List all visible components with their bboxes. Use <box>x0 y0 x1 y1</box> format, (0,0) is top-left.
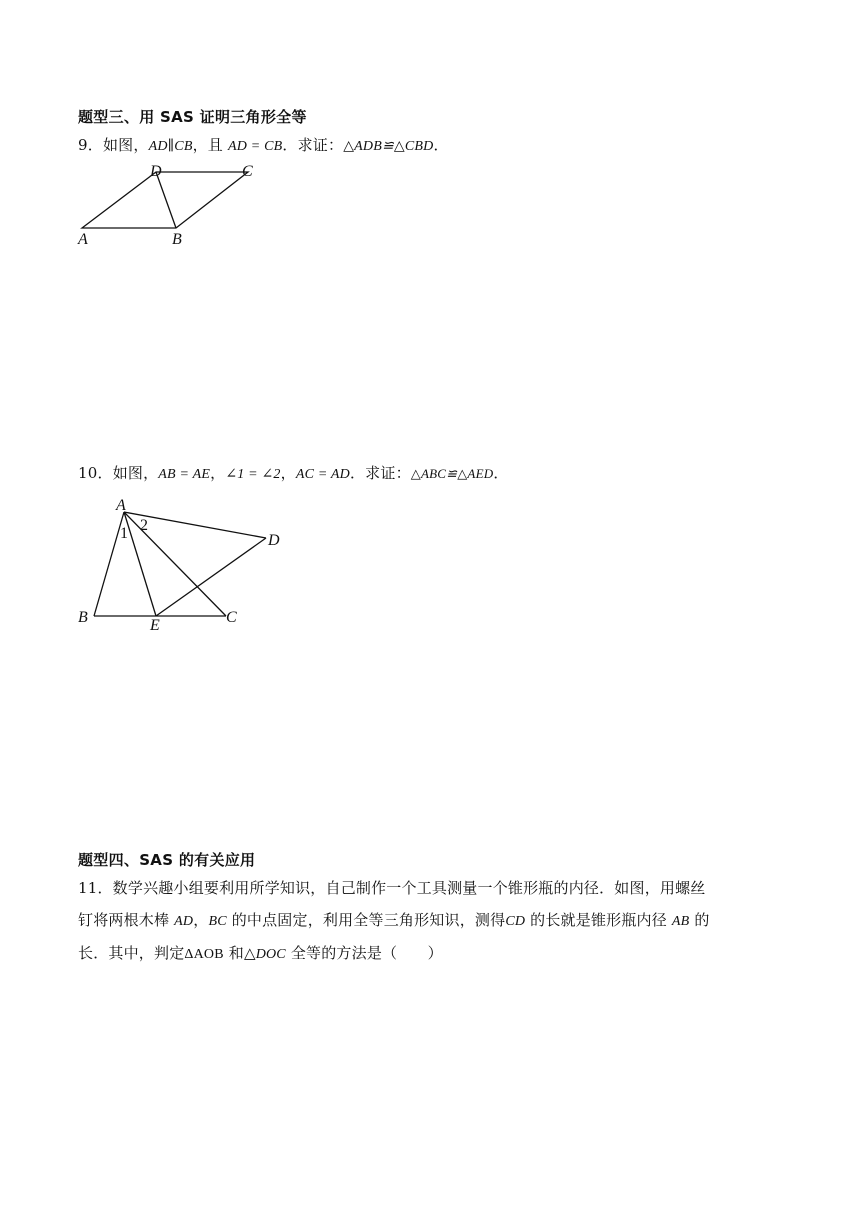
answer-blank: 全等的方法是（ ） <box>285 944 443 962</box>
question-number: 9． <box>78 136 103 154</box>
diagonal-db <box>156 172 176 228</box>
condition-ac-ad: AC = AD <box>295 467 350 482</box>
question-10-text: 10．如图，AB = AE，∠1 = ∠2，AC = AD．求证：△ABC≌△AED． <box>78 464 509 482</box>
label-c: C <box>226 609 237 626</box>
question-11-line-2: 钉将两根木棒 AD，BC 的中点固定，利用全等三角形知识，测得CD 的长就是锥形瓶内径 AB 的 <box>78 911 710 929</box>
section-heading-4: 题型四、SAS 的有关应用 <box>78 851 256 869</box>
question-11-line-3: 长．其中，判定ΔAOB 和△DOC 全等的方法是（ ） <box>78 944 443 962</box>
proof-goal: △ABC≌△AED <box>410 466 494 481</box>
segment-ed <box>156 538 266 616</box>
figure-triangles <box>76 494 296 634</box>
label-b: B <box>172 231 182 248</box>
condition-ab-ae: AB = AE <box>158 467 211 482</box>
condition-parallel: AD∥CB <box>148 139 193 154</box>
question-11-line-1: 11．数学兴趣小组要利用所学知识，自己制作一个工具测量一个锥形瓶的内径．如图，用螺丝 <box>78 879 706 897</box>
label-a: A <box>78 231 88 248</box>
label-a: A <box>116 497 126 514</box>
label-d: D <box>268 532 280 549</box>
label-angle-1: 1 <box>120 525 128 542</box>
label-e: E <box>150 617 160 634</box>
label-d: D <box>150 163 162 180</box>
question-9-text: 9．如图，AD∥CB，且 AD = CB．求证：△ADB≌△CBD． <box>78 136 449 154</box>
condition-equal: AD = CB <box>227 139 283 154</box>
question-number: 10． <box>78 464 113 482</box>
proof-goal: △ADB≌△CBD <box>343 139 434 154</box>
label-c: C <box>242 163 253 180</box>
label-angle-2: 2 <box>140 517 148 534</box>
figure-parallelogram <box>76 160 266 250</box>
section-heading-3: 题型三、用 SAS 证明三角形全等 <box>78 108 307 126</box>
label-b: B <box>78 609 88 626</box>
parallelogram-abcd <box>82 172 248 228</box>
condition-angles: ∠1 = ∠2 <box>225 467 281 482</box>
